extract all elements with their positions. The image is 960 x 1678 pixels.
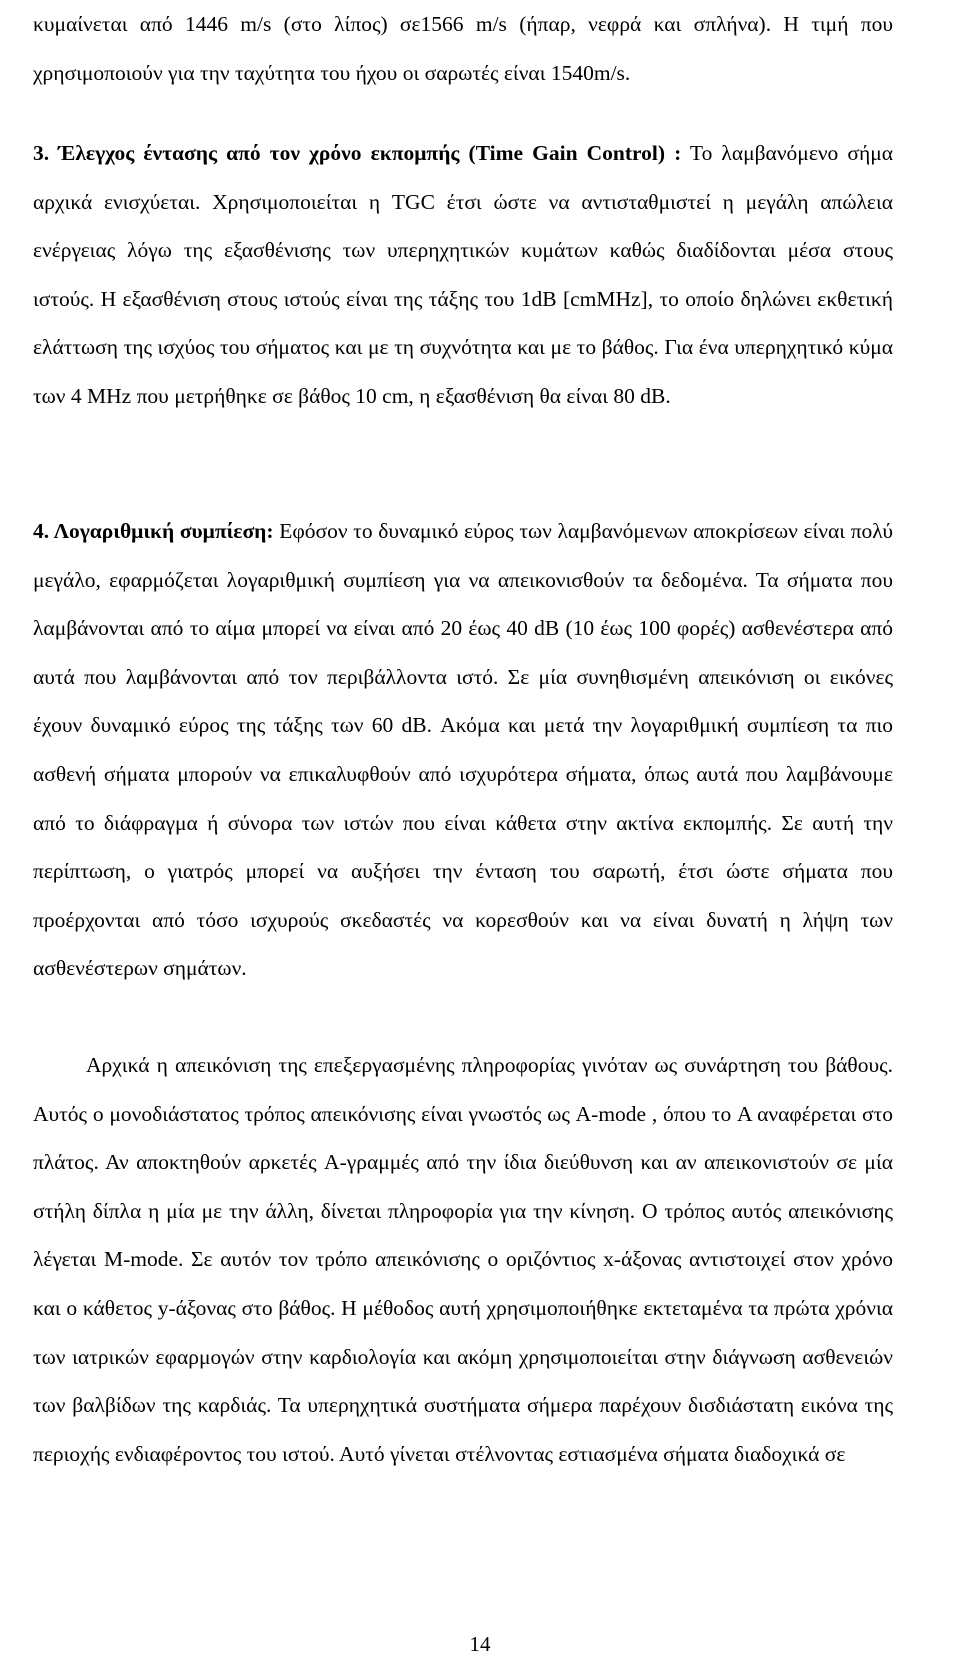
page-number: 14 xyxy=(469,1632,491,1656)
paragraph-log-compression xyxy=(33,507,893,993)
text-time-gain-control: Το λαμβανόμενο σήμα αρχικά ενισχύεται. Χρησιμοποιείται η TGC έτσι ώστε να αντισταθμιστεί η μεγάλη απώλεια ενέργειας λόγω της εξασθένισης των υπερηχητικών κυμάτων καθώς διαδίδονται μέσα στους ιστούς. Η εξασθένιση στους ιστούς είναι της τάξης του 1dB [cmMHz], το οποίο δηλώνει εκθετική ελάττωση της ισχύος του σήματος και με τη συχνότητα και με το βάθος. Για ένα υπερηχητικό κύμα των 4 MHz που μετρήθηκε σε βάθος 10 cm, η εξασθένιση θα είναι 80 dB. xyxy=(33,141,893,408)
paragraph-display-modes: Αρχικά η απεικόνιση της επεξεργασμένης πληροφορίας γινόταν ως συνάρτηση του βάθους. Αυτός ο μονοδιάστατος τρόπος απεικόνισης είναι γνωστός ως A-mode , όπου το A αναφέρεται στο πλάτος. Αν αποκτηθούν αρκετές A-γραμμές από την ίδια διεύθυνση και αν απεικονιστούν σε μία στήλη δίπλα η μία με την άλλη, δίνεται πληροφορία για την κίνηση. Ο τρόπος αυτός απεικόνισης λέγεται M-mode. Σε αυτόν τον τρόπο απεικόνισης ο οριζόντιος x-άξονας αντιστοιχεί στον χρόνο και ο κάθετος y-άξονας στο βάθος. Η μέθοδος αυτή χρησιμοποιήθηκε εκτεταμένα τα πρώτα χρόνια των ιατρικών εφαρμογών στην καρδιολογία και ακόμη χρησιμοποιείται στην διάγνωση ασθενειών των βαλβίδων της καρδιάς. Τα υπερηχητικά συστήματα σήμερα παρέχουν δισδιάστατη εικόνα της περιοχής ενδιαφέροντος του ιστού. Αυτό γίνεται στέλνοντας εστιασμένα σήματα διαδοχικά σε xyxy=(33,1053,893,1466)
text-log-compression: Εφόσον το δυναμικό εύρος των λαμβανόμενων αποκρίσεων είναι πολύ μεγάλο, εφαρμόζεται λογαριθμική συμπίεση για να απεικονισθούν τα δεδομένα. Τα σήματα που λαμβάνονται από το αίμα μπορεί να είναι από 20 έως 40 dB (10 έως 100 φορές) ασθενέστερα από αυτά που λαμβάνονται από τον περιβάλλοντα ιστό. Σε μία συνηθισμένη απεικόνιση οι εικόνες έχουν δυναμικό εύρος της τάξης των 60 dB. Ακόμα και μετά την λογαριθμική συμπίεση τα πιο ασθενή σήματα μπορούν να επικαλυφθούν από ισχυρότερα σήματα, όπως αυτά που λαμβάνουμε από το διάφραγμα ή σύνορα των ιστών που είναι κάθετα στην ακτίνα εκπομπής. Σε αυτή την περίπτωση, ο γιατρός μπορεί να αυξήσει την ένταση του σαρωτή, έτσι ώστε σήματα που προέρχονται από τόσο ισχυρούς σκεδαστές να κορεσθούν και να είναι δυνατή η λήψη των ασθενέστερων σημάτων. xyxy=(33,519,893,981)
heading-time-gain-control: 3. Έλεγχος έντασης από τον χρόνο εκπομπής (Time Gain Control) : xyxy=(33,141,682,165)
paragraph-time-gain-control xyxy=(33,129,893,421)
paragraph-speed-of-sound: κυμαίνεται από 1446 m/s (στο λίπος) σε1566 m/s (ήπαρ, νεφρά και σπλήνα). Η τιμή που χρησιμοποιούν για την ταχύτητα του ήχου οι σαρωτές είναι 1540m/s. xyxy=(33,12,893,85)
heading-log-compression: 4. Λογαριθμική συμπίεση: xyxy=(33,519,274,543)
